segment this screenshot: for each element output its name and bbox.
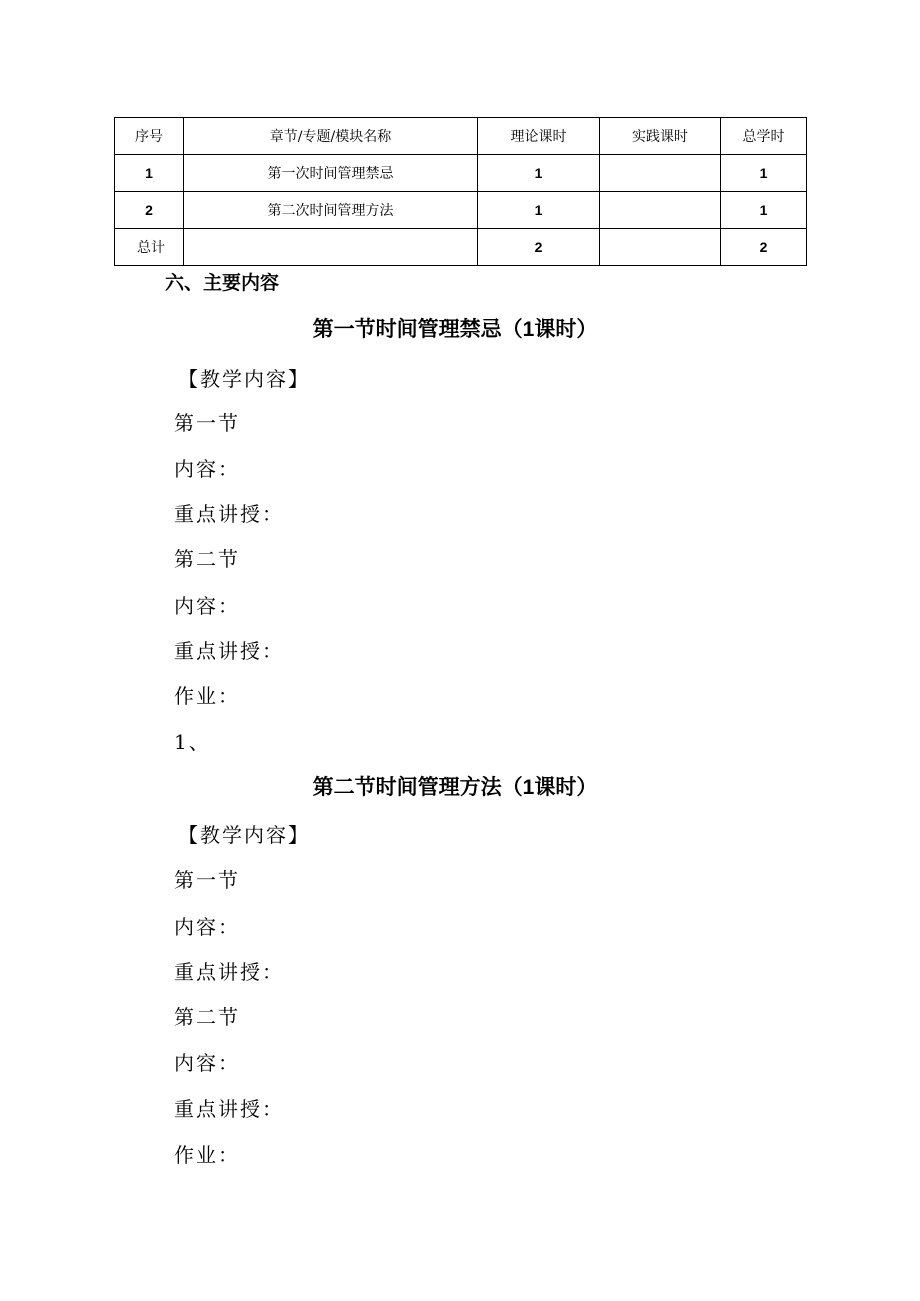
row-practice-hours bbox=[600, 192, 721, 229]
lesson-2-homework-label: 作业： bbox=[174, 1143, 240, 1167]
lesson-1-part-2-label: 第二节 bbox=[174, 547, 240, 571]
section-heading: 六、主要内容 bbox=[165, 273, 280, 294]
lesson-2-part-1-key-points-label: 重点讲授： bbox=[174, 960, 284, 984]
lesson-2-title: 第二节时间管理方法（1课时） bbox=[312, 776, 598, 799]
row-total-hours: 1 bbox=[721, 155, 807, 192]
header-cell-index: 序号 bbox=[115, 118, 184, 155]
table-row bbox=[115, 155, 807, 192]
row-theory-hours: 1 bbox=[478, 155, 600, 192]
lesson-1-part-1-label: 第一节 bbox=[174, 411, 240, 435]
header-cell-chapter: 章节/专题/模块名称 bbox=[184, 118, 478, 155]
table-header-row bbox=[115, 118, 807, 155]
total-practice-hours bbox=[600, 229, 721, 266]
header-cell-theory-hours: 理论课时 bbox=[478, 118, 600, 155]
row-index: 2 bbox=[115, 192, 184, 229]
lesson-1-part-2-key-points-label: 重点讲授： bbox=[174, 639, 284, 663]
lesson-1-title: 第一节时间管理禁忌（1课时） bbox=[312, 318, 598, 341]
lesson-2-part-1-content-label: 内容： bbox=[174, 915, 240, 939]
lesson-1-part-1-content-label: 内容： bbox=[174, 457, 240, 481]
table-row bbox=[115, 192, 807, 229]
lesson-1-part-2-content-label: 内容： bbox=[174, 594, 240, 618]
total-label: 总计 bbox=[115, 229, 184, 266]
total-hours: 2 bbox=[721, 229, 807, 266]
row-theory-hours: 1 bbox=[478, 192, 600, 229]
total-theory-hours: 2 bbox=[478, 229, 600, 266]
row-index: 1 bbox=[115, 155, 184, 192]
lesson-2-part-2-key-points-label: 重点讲授： bbox=[174, 1097, 284, 1121]
lesson-2-part-2-content-label: 内容： bbox=[174, 1051, 240, 1075]
lesson-2-part-1-label: 第一节 bbox=[174, 868, 240, 892]
row-total-hours: 1 bbox=[721, 192, 807, 229]
lesson-2-teaching-content-label: 【教学内容】 bbox=[178, 823, 310, 847]
row-chapter-name: 第二次时间管理方法 bbox=[184, 192, 478, 229]
table-total-row bbox=[115, 229, 807, 266]
lesson-1-teaching-content-label: 【教学内容】 bbox=[178, 367, 310, 391]
lesson-1-homework-item: 1、 bbox=[174, 730, 211, 754]
header-cell-total-hours: 总学时 bbox=[721, 118, 807, 155]
row-chapter-name: 第一次时间管理禁忌 bbox=[184, 155, 478, 192]
lesson-1-part-1-key-points-label: 重点讲授： bbox=[174, 502, 284, 526]
lesson-1-homework-label: 作业： bbox=[174, 684, 240, 708]
header-cell-practice-hours: 实践课时 bbox=[600, 118, 721, 155]
course-hours-table bbox=[114, 117, 807, 266]
total-chapter-cell bbox=[184, 229, 478, 266]
lesson-2-part-2-label: 第二节 bbox=[174, 1005, 240, 1029]
row-practice-hours bbox=[600, 155, 721, 192]
